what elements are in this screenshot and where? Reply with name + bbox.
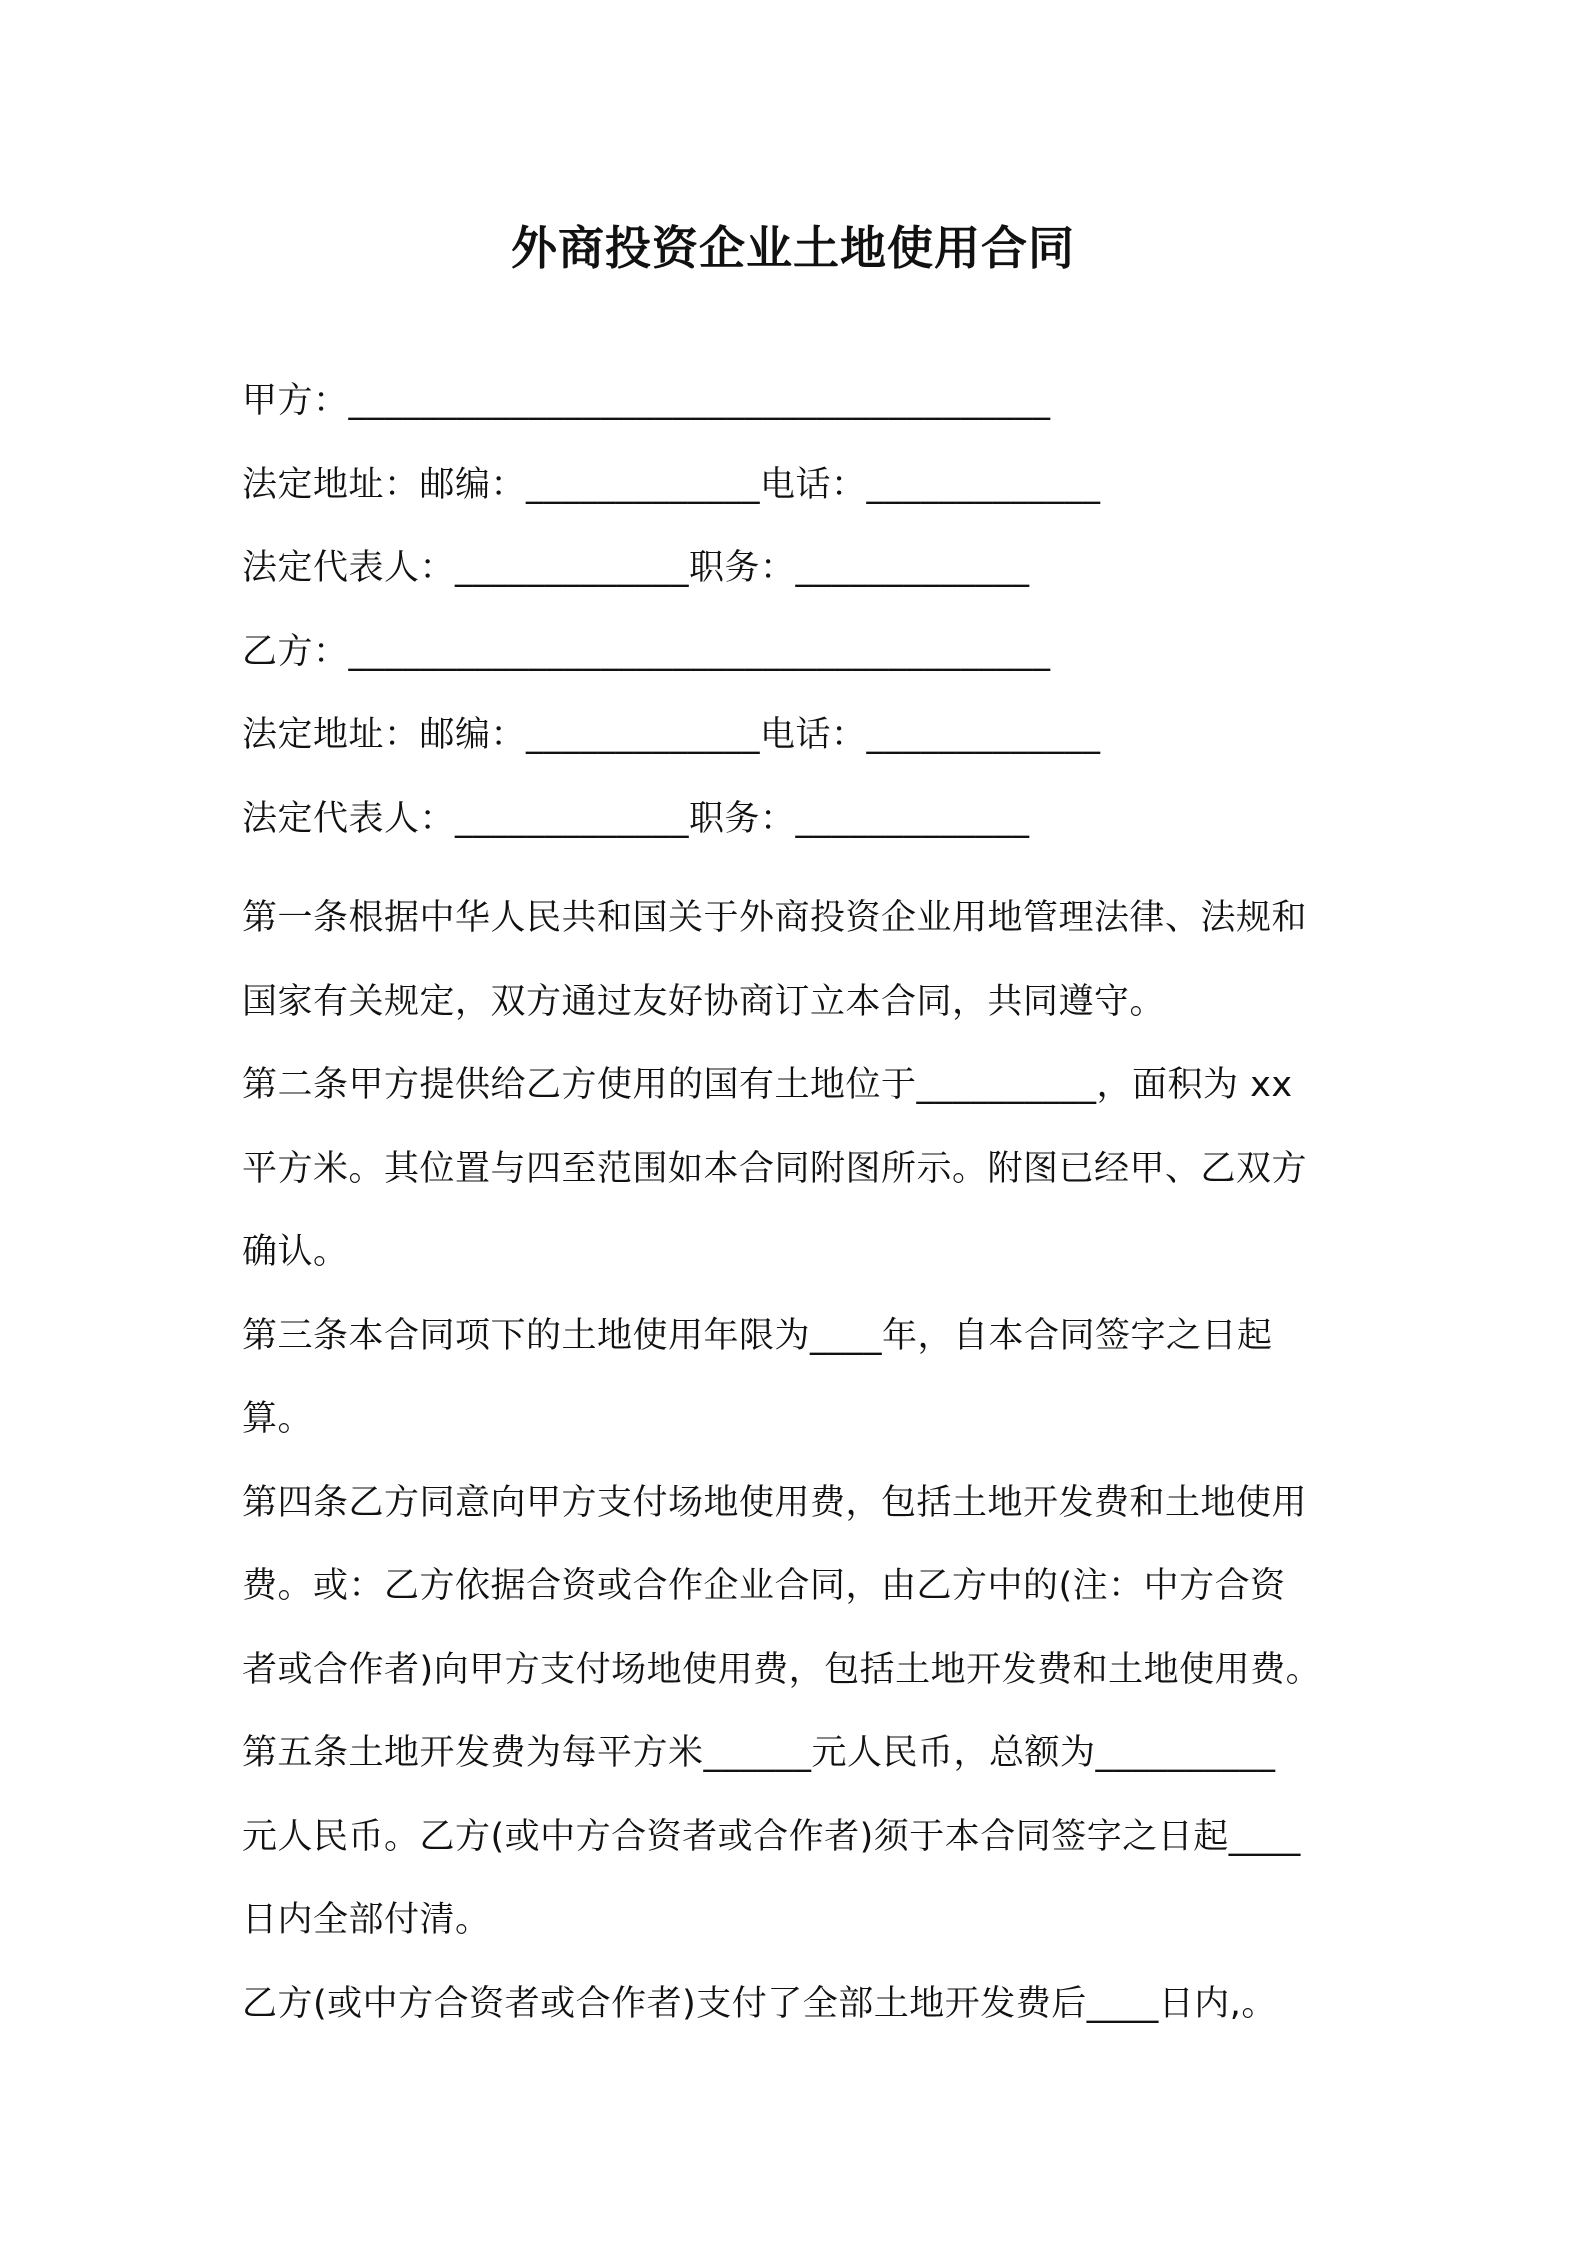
article-1: [242, 877, 1362, 1044]
party-b-rep-blank: _____________: [455, 798, 690, 839]
article-5-continued-line-1: 乙方(或中方合资者或合作者)支付了全部土地开发费后____日内,。: [242, 1983, 1277, 2024]
party-b-address-label: 法定地址：邮编：: [242, 715, 527, 755]
party-a-rep-label: 法定代表人：: [242, 548, 456, 588]
article-4-line-2: 费。或：乙方依据合资或合作企业合同，由乙方中的(注：中方合资: [242, 1566, 1286, 1606]
article-1-line-1: 第一条根据中华人民共和国关于外商投资企业用地管理法律、法规和: [242, 898, 1308, 938]
party-b-phone-label: 电话：: [760, 715, 867, 755]
party-b-line: [242, 627, 1362, 711]
party-a-zip-blank: _____________: [526, 464, 761, 505]
party-a-blank: _______________________________________: [348, 381, 1051, 421]
article-5-line-3: 日内全部付清。: [242, 1900, 491, 1940]
article-3-line-2: 算。: [242, 1399, 314, 1439]
party-a-line: [242, 376, 1362, 460]
party-b-rep-label: 法定代表人：: [242, 798, 456, 839]
article-5-continued: [242, 1963, 1362, 2047]
party-a-address-line: [242, 460, 1362, 544]
party-a-phone-label: 电话：: [760, 464, 867, 505]
article-4-line-3: 者或合作者)向甲方支付场地使用费，包括土地开发费和土地使用费。: [242, 1649, 1322, 1690]
party-b-zip-blank: _____________: [526, 715, 761, 755]
article-3-line-1: 第三条本合同项下的土地使用年限为____年，自本合同签字之日起: [242, 1315, 1273, 1356]
party-b-position-blank: _____________: [795, 798, 1030, 839]
document-title: 外商投资企业土地使用合同: [511, 221, 1075, 275]
article-2-line-1: 第二条甲方提供给乙方使用的国有土地位于__________，面积为 xx: [242, 1065, 1293, 1105]
article-4-line-1: 第四条乙方同意向甲方支付场地使用费，包括土地开发费和土地使用: [242, 1482, 1308, 1523]
party-b-position-label: 职务：: [689, 798, 796, 839]
party-a-label: 甲方：: [242, 381, 349, 421]
article-4: [242, 1462, 1362, 1713]
party-a-phone-blank: _____________: [866, 464, 1101, 505]
article-5-line-1: 第五条土地开发费为每平方米______元人民币，总额为__________: [242, 1733, 1276, 1773]
article-3: [242, 1295, 1362, 1462]
article-5: [242, 1712, 1362, 1963]
party-b-address-line: [242, 710, 1362, 794]
article-5-line-2: 元人民币。乙方(或中方合资者或合作者)须于本合同签字之日起____: [242, 1816, 1301, 1857]
party-a-position-label: 职务：: [689, 548, 796, 588]
party-b-label: 乙方：: [242, 631, 349, 672]
party-a-address-label: 法定地址：邮编：: [242, 464, 527, 505]
article-2: [242, 1044, 1362, 1295]
party-a-rep-line: [242, 543, 1362, 627]
article-2-line-3: 确认。: [242, 1232, 349, 1272]
article-2-line-2: 平方米。其位置与四至范围如本合同附图所示。附图已经甲、乙双方: [242, 1148, 1308, 1189]
article-1-line-2: 国家有关规定，双方通过友好协商订立本合同，共同遵守。: [242, 981, 1166, 1022]
party-a-position-blank: _____________: [795, 548, 1030, 588]
party-b-blank: _______________________________________: [348, 631, 1051, 672]
party-a-rep-blank: _____________: [455, 548, 690, 588]
document-body: [242, 376, 1362, 2046]
party-b-rep-line: [242, 794, 1362, 878]
party-b-phone-blank: _____________: [866, 715, 1101, 755]
